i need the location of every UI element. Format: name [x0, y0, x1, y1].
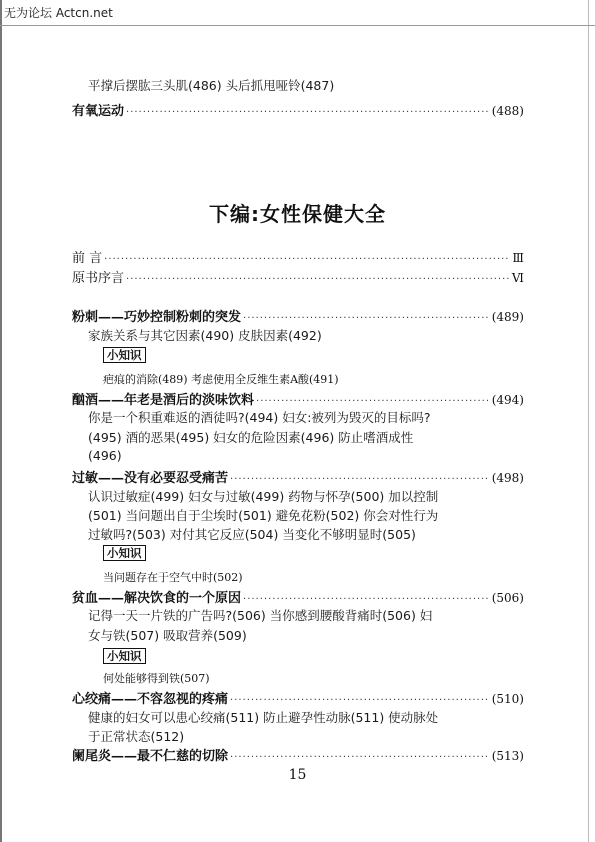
page-right-edge — [588, 0, 589, 842]
toc-entry-allergy[interactable] — [72, 467, 524, 486]
toc-entry-aerobic[interactable] — [72, 100, 524, 119]
toc-entry-title: 前 言 — [72, 251, 103, 266]
leader-dots — [230, 474, 490, 485]
toc-entry-page: (488) — [491, 104, 524, 118]
leader-dots — [243, 313, 490, 324]
toc-entry-title: 阑尾炎——最不仁慈的切除 — [72, 749, 229, 764]
toc-entry-page: (513) — [491, 749, 524, 763]
toc-entry-acne[interactable] — [72, 306, 524, 325]
toc-sub-line: 家族关系与其它因素(490) 皮肤因素(492) — [88, 328, 322, 343]
toc-entry-title: 贫血——解决饮食的一个原因 — [72, 591, 242, 606]
toc-sub-line: 于正常状态(512) — [88, 729, 185, 744]
leader-dots — [230, 695, 490, 706]
page-number: 15 — [288, 767, 307, 783]
toc-sub-line: 记得一天一片铁的广告吗?(506) 当你感到腰酸背痛时(506) 妇 — [88, 608, 433, 623]
toc-sub-line: (496) — [88, 448, 122, 463]
toc-sub-line: 健康的妇女可以患心绞痛(511) 防止避孕性动脉(511) 使动脉处 — [88, 710, 439, 725]
toc-entry-preface[interactable] — [72, 247, 524, 266]
leader-dots — [126, 274, 510, 285]
toc-entry-title: 酗酒——年老是酒后的淡味饮料 — [72, 393, 255, 408]
leader-dots — [230, 752, 490, 763]
page-left-edge — [0, 0, 2, 842]
tip-text: 何处能够得到铁(507) — [103, 672, 210, 685]
toc-sub-line: (501) 当问题出自于尘埃时(501) 避免花粉(502) 你会对性行为 — [88, 508, 439, 523]
tip-label: 小知识 — [103, 648, 146, 664]
toc-sub-line: 过敏吗?(503) 对付其它反应(504) 当变化不够明显时(505) — [88, 527, 416, 542]
tip-label: 小知识 — [103, 347, 146, 363]
toc-entry-title: 有氧运动 — [72, 104, 125, 119]
section-title: 下编:女性保健大全 — [209, 202, 386, 226]
tip-text: 当问题存在于空气中时(502) — [103, 571, 243, 584]
toc-entry-page: (498) — [491, 471, 524, 485]
toc-entry-title: 心绞痛——不容忽视的疼痛 — [72, 692, 229, 707]
leader-dots — [104, 254, 510, 265]
leader-dots — [126, 107, 490, 118]
toc-entry-page: (510) — [491, 692, 524, 706]
toc-sub-line: 女与铁(507) 吸取营养(509) — [88, 628, 247, 643]
toc-entry-page: Ⅲ — [512, 251, 524, 265]
leader-dots — [256, 396, 490, 407]
tip-label: 小知识 — [103, 545, 146, 561]
toc-entry-page: Ⅵ — [511, 271, 524, 285]
top-rule — [0, 25, 595, 26]
toc-entry-anemia[interactable] — [72, 587, 524, 606]
toc-entry-original-preface[interactable] — [72, 267, 524, 286]
watermark: 无为论坛 Actcn.net — [4, 6, 113, 20]
tip-text: 疤痕的消除(489) 考虑使用全反维生素A酸(491) — [103, 373, 339, 386]
toc-entry-title: 原书序言 — [72, 271, 125, 286]
toc-entry-alcohol[interactable] — [72, 389, 524, 408]
leader-dots — [243, 594, 490, 605]
toc-sub-line: (495) 酒的恶果(495) 妇女的危险因素(496) 防止嗜酒成性 — [88, 430, 414, 445]
toc-entry-title: 过敏——没有必要忍受痛苦 — [72, 471, 229, 486]
toc-entry-page: (489) — [491, 310, 524, 324]
toc-entry-page: (494) — [491, 393, 524, 407]
toc-entry-appendicitis[interactable] — [72, 745, 524, 764]
toc-sub-line: 平撑后摆肱三头肌(486) 头后抓甩哑铃(487) — [88, 78, 335, 93]
toc-entry-angina[interactable] — [72, 688, 524, 707]
toc-sub-line: 你是一个积重难返的酒徒吗?(494) 妇女:被列为毁灭的目标吗? — [88, 410, 431, 425]
toc-sub-line: 认识过敏症(499) 妇女与过敏(499) 药物与怀孕(500) 加以控制 — [88, 489, 439, 504]
toc-entry-title: 粉刺——巧妙控制粉刺的突发 — [72, 310, 242, 325]
toc-entry-page: (506) — [491, 591, 524, 605]
